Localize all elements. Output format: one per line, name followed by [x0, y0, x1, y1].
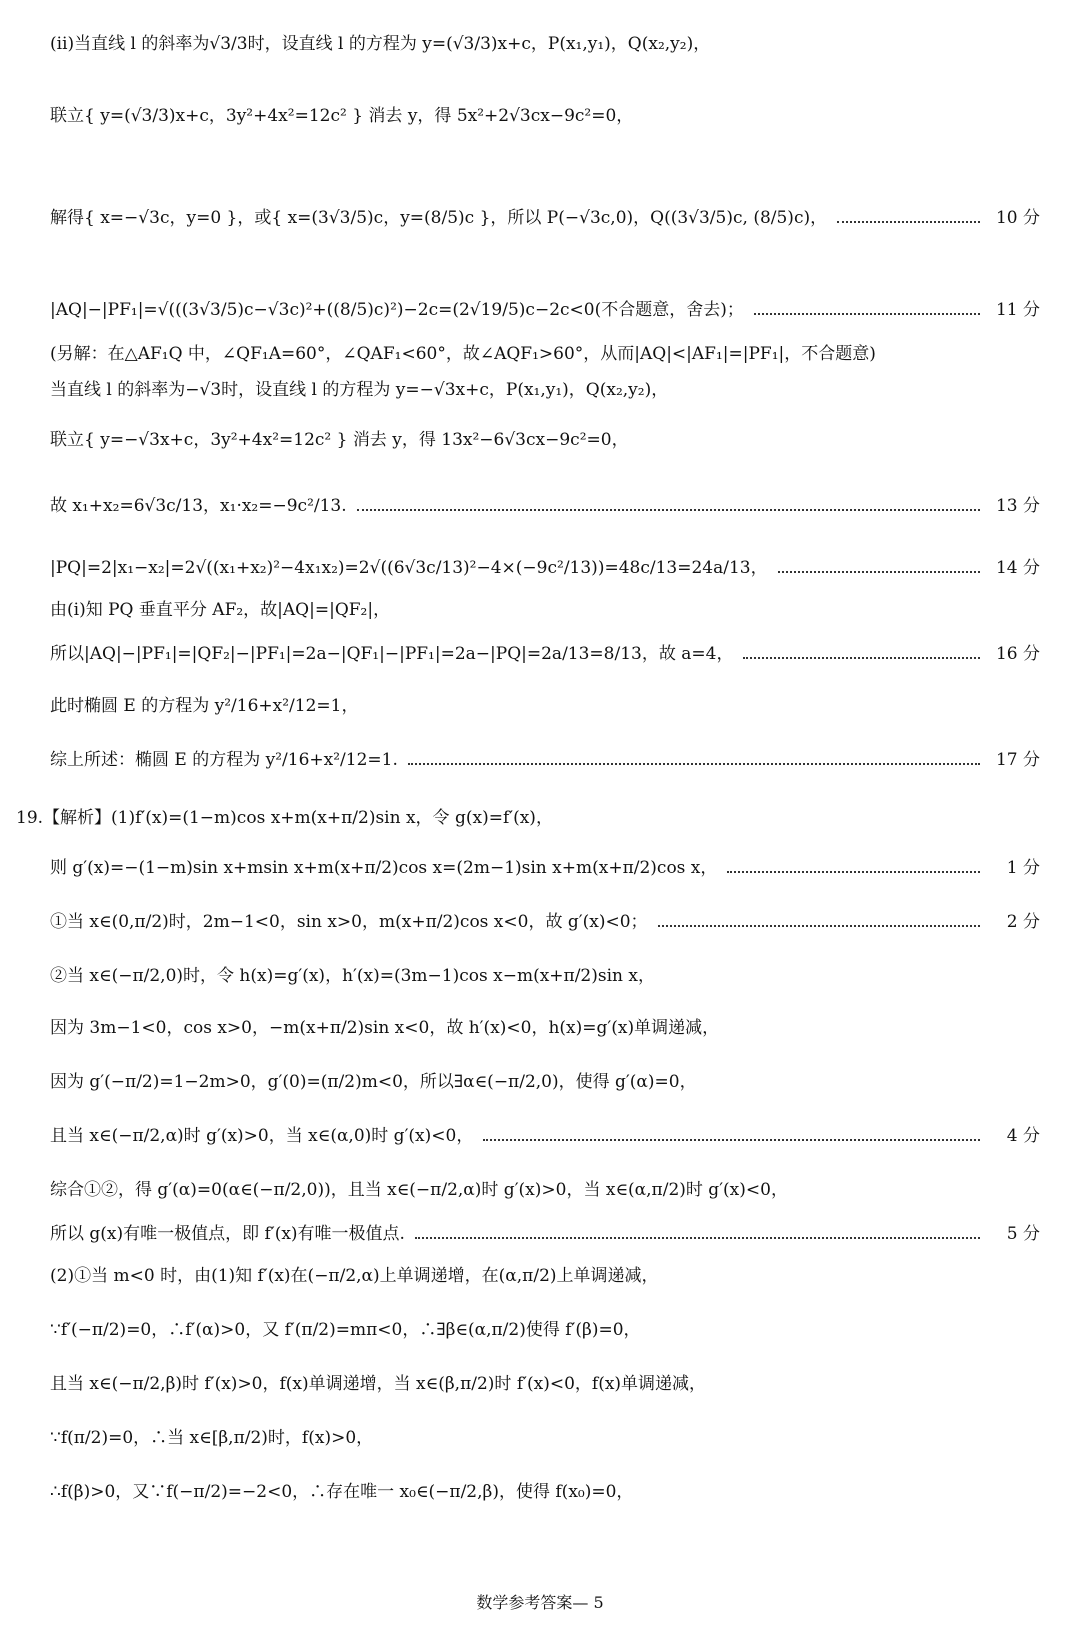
leader-dots — [754, 313, 980, 315]
line-text: 此时椭圆 E 的方程为 y²/16+x²/12=1， — [50, 696, 359, 716]
score-label: 10 分 — [995, 208, 1040, 228]
line-text: 解得{ x=−√3c，y=0 }，或{ x=(3√3/5)c，y=(8/5)c }，所以 P(−√3c,0)，Q((3√3/5)c, (8/5)c)， — [50, 208, 828, 228]
line-text: 则 g′(x)=−(1−m)sin x+msin x+m(x+π/2)cos x=(2m−1)sin x+m(x+π/2)cos x， — [50, 858, 718, 878]
score-label: 14 分 — [995, 558, 1040, 578]
answer-line-16 — [50, 912, 1040, 932]
answer-line-1 — [50, 34, 1040, 54]
answer-line-19 — [50, 1072, 1040, 1092]
line-text: 因为 3m−1<0，cos x>0，−m(x+π/2)sin x<0，故 h′(x)<0，h(x)=g′(x)单调递减， — [50, 1018, 720, 1038]
score-label: 11 分 — [995, 300, 1040, 320]
answer-line-5 — [50, 344, 1040, 364]
answer-line-23 — [50, 1266, 1040, 1286]
answer-line-13 — [50, 750, 1040, 770]
line-text: 联立{ y=(√3/3)x+c，3y²+4x²=12c² } 消去 y，得 5x²+2√3cx−9c²=0， — [50, 106, 634, 126]
line-text: ∵f(π/2)=0，∴当 x∈[β,π/2)时，f(x)>0， — [50, 1428, 374, 1448]
line-text: |PQ|=2|x₁−x₂|=2√((x₁+x₂)²−4x₁x₂)=2√((6√3c/13)²−4×(−9c²/13))=48c/13=24a/13， — [50, 558, 768, 578]
answer-line-22 — [50, 1224, 1040, 1244]
score-label: 5 分 — [1006, 1224, 1040, 1244]
answer-line-6 — [50, 380, 1040, 400]
answer-line-7 — [50, 430, 1040, 450]
score-label: 16 分 — [995, 644, 1040, 664]
score-label: 4 分 — [1006, 1126, 1040, 1146]
line-text: 由(ⅰ)知 PQ 垂直平分 AF₂，故|AQ|=|QF₂|， — [50, 600, 391, 620]
line-text: 当直线 l 的斜率为−√3时，设直线 l 的方程为 y=−√3x+c，P(x₁,y₁)，Q(x₂,y₂)， — [50, 380, 669, 400]
answer-line-25 — [50, 1374, 1040, 1394]
line-text: 联立{ y=−√3x+c，3y²+4x²=12c² } 消去 y，得 13x²−6√3cx−9c²=0， — [50, 430, 629, 450]
answer-line-9 — [50, 558, 1040, 578]
answer-line-12 — [50, 696, 1040, 716]
answer-line-26 — [50, 1428, 1040, 1448]
line-text: ∵f′(−π/2)=0，∴f′(α)>0，又 f′(π/2)=mπ<0，∴∃β∈(α,π/2)使得 f′(β)=0， — [50, 1320, 641, 1340]
answer-line-20 — [50, 1126, 1040, 1146]
leader-dots — [408, 763, 980, 765]
leader-dots — [743, 657, 980, 659]
line-text: 19.【解析】(1)f′(x)=(1−m)cos x+m(x+π/2)sin x，令 g(x)=f′(x)， — [16, 808, 553, 828]
leader-dots — [415, 1237, 980, 1239]
page-footer: 数学参考答案— 5 — [476, 1593, 604, 1612]
line-text: 且当 x∈(−π/2,α)时 g′(x)>0，当 x∈(α,0)时 g′(x)<0， — [50, 1126, 474, 1146]
score-label: 2 分 — [1006, 912, 1040, 932]
score-label: 13 分 — [995, 496, 1040, 516]
answer-line-11 — [50, 644, 1040, 664]
line-text: 且当 x∈(−π/2,β)时 f′(x)>0，f(x)单调递增，当 x∈(β,π/2)时 f′(x)<0，f(x)单调递减， — [50, 1374, 707, 1394]
leader-dots — [837, 221, 980, 223]
leader-dots — [778, 571, 980, 573]
answer-line-10 — [50, 600, 1040, 620]
line-text: 综合①②，得 g′(α)=0(α∈(−π/2,0))，且当 x∈(−π/2,α)时 g′(x)>0，当 x∈(α,π/2)时 g′(x)<0， — [50, 1180, 788, 1200]
leader-dots — [483, 1139, 980, 1141]
line-text: 故 x₁+x₂=6√3c/13，x₁·x₂=−9c²/13. — [50, 496, 347, 516]
line-text: (2)①当 m<0 时，由(1)知 f′(x)在(−π/2,α)上单调递增，在(α,π/2)上单调递减， — [50, 1266, 659, 1286]
line-text: 所以 g(x)有唯一极值点，即 f′(x)有唯一极值点. — [50, 1224, 405, 1244]
score-label: 17 分 — [995, 750, 1040, 770]
answer-line-14 — [16, 808, 1040, 828]
line-text: ①当 x∈(0,π/2)时，2m−1<0，sin x>0，m(x+π/2)cos x<0，故 g′(x)<0； — [50, 912, 648, 932]
line-text: ②当 x∈(−π/2,0)时，令 h(x)=g′(x)，h′(x)=(3m−1)cos x−m(x+π/2)sin x， — [50, 966, 655, 986]
leader-dots — [727, 871, 980, 873]
answer-line-8 — [50, 496, 1040, 516]
answer-line-15 — [50, 858, 1040, 878]
line-text: 因为 g′(−π/2)=1−2m>0，g′(0)=(π/2)m<0，所以∃α∈(−π/2,0)，使得 g′(α)=0， — [50, 1072, 697, 1092]
answer-line-18 — [50, 1018, 1040, 1038]
score-label: 1 分 — [1006, 858, 1040, 878]
answer-line-2 — [50, 106, 1040, 126]
leader-dots — [357, 509, 980, 511]
answer-line-24 — [50, 1320, 1040, 1340]
line-text: 综上所述：椭圆 E 的方程为 y²/16+x²/12=1. — [50, 750, 398, 770]
line-text: ∴f(β)>0，又∵f(−π/2)=−2<0，∴存在唯一 x₀∈(−π/2,β)，使得 f(x₀)=0， — [50, 1482, 634, 1502]
line-text: 所以|AQ|−|PF₁|=|QF₂|−|PF₁|=2a−|QF₁|−|PF₁|=2a−|PQ|=2a/13=8/13，故 a=4， — [50, 644, 734, 664]
answer-line-17 — [50, 966, 1040, 986]
leader-dots — [658, 925, 980, 927]
answer-line-3 — [50, 208, 1040, 228]
line-text: (ⅱ)当直线 l 的斜率为√3/3时，设直线 l 的方程为 y=(√3/3)x+c，P(x₁,y₁)，Q(x₂,y₂)， — [50, 34, 711, 54]
answer-line-27 — [50, 1482, 1040, 1502]
answer-line-21 — [50, 1180, 1040, 1200]
line-text: |AQ|−|PF₁|=√(((3√3/5)c−√3c)²+((8/5)c)²)−2c=(2√19/5)c−2c<0(不合题意，舍去)； — [50, 300, 744, 320]
line-text: (另解：在△AF₁Q 中，∠QF₁A=60°，∠QAF₁<60°，故∠AQF₁>60°，从而|AQ|<|AF₁|=|PF₁|，不合题意) — [50, 344, 876, 364]
answer-line-4 — [50, 300, 1040, 320]
